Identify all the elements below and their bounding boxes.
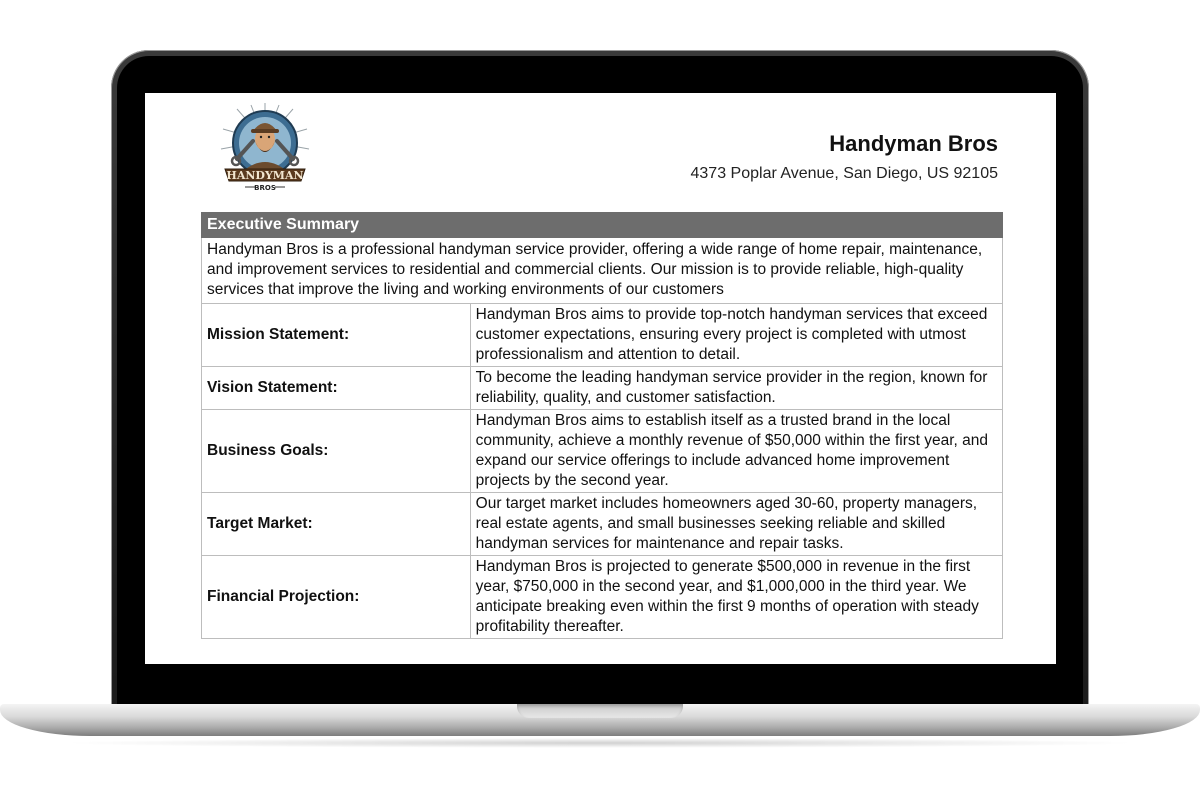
row-label: Target Market: bbox=[202, 493, 471, 556]
laptop-open-notch bbox=[517, 704, 683, 718]
row-label: Mission Statement: bbox=[202, 304, 471, 367]
table-row-mission bbox=[202, 304, 1003, 367]
row-label: Financial Projection: bbox=[202, 556, 471, 639]
row-label: Vision Statement: bbox=[202, 367, 471, 410]
executive-summary-table bbox=[201, 212, 1003, 639]
company-address: 4373 Poplar Avenue, San Diego, US 92105 bbox=[690, 165, 998, 182]
intro-row bbox=[202, 238, 1003, 304]
row-label: Business Goals: bbox=[202, 410, 471, 493]
row-value: Handyman Bros aims to provide top-notch handyman services that exceed customer expectations, ensuring every project is completed with utmost professionalism and attention to detail. bbox=[470, 304, 1002, 367]
logo-text-sub: BROS bbox=[254, 184, 276, 192]
table-row-target-market bbox=[202, 493, 1003, 556]
table-row-financial bbox=[202, 556, 1003, 639]
section-header: Executive Summary bbox=[202, 213, 1003, 238]
laptop-screen-chin bbox=[145, 664, 1056, 690]
row-value: Handyman Bros aims to establish itself as a trusted brand in the local community, achieve a monthly revenue of $50,000 within the first year, and expand our service offerings to include advanced home improvement projects by the second year. bbox=[470, 410, 1002, 493]
company-name: Handyman Bros bbox=[829, 131, 998, 156]
logo-text-main: HANDYMAN bbox=[226, 169, 304, 182]
row-value: To become the leading handyman service provider in the region, known for reliability, quality, and customer satisfaction. bbox=[470, 367, 1002, 410]
summary-intro: Handyman Bros is a professional handyman service provider, offering a wide range of home repair, maintenance, and improvement services to residential and commercial clients. Our mission is to provide reliable, high-quality services that improve the living and working environments of our customers bbox=[202, 238, 1003, 304]
table-row-goals bbox=[202, 410, 1003, 493]
row-value: Our target market includes homeowners aged 30-60, property managers, real estate agents, and small businesses seeking reliable and skilled handyman services for maintenance and repair tasks. bbox=[470, 493, 1002, 556]
document-page bbox=[145, 93, 1056, 664]
table-header-row bbox=[202, 213, 1003, 238]
table-row-vision bbox=[202, 367, 1003, 410]
row-value: Handyman Bros is projected to generate $500,000 in revenue in the first year, $750,000 in the second year, and $1,000,000 in the third year. We anticipate breaking even within the first 9 months of operation with steady profitability thereafter. bbox=[470, 556, 1002, 639]
laptop-shadow bbox=[60, 738, 1140, 748]
handyman-mascot-logo-icon bbox=[217, 101, 313, 197]
